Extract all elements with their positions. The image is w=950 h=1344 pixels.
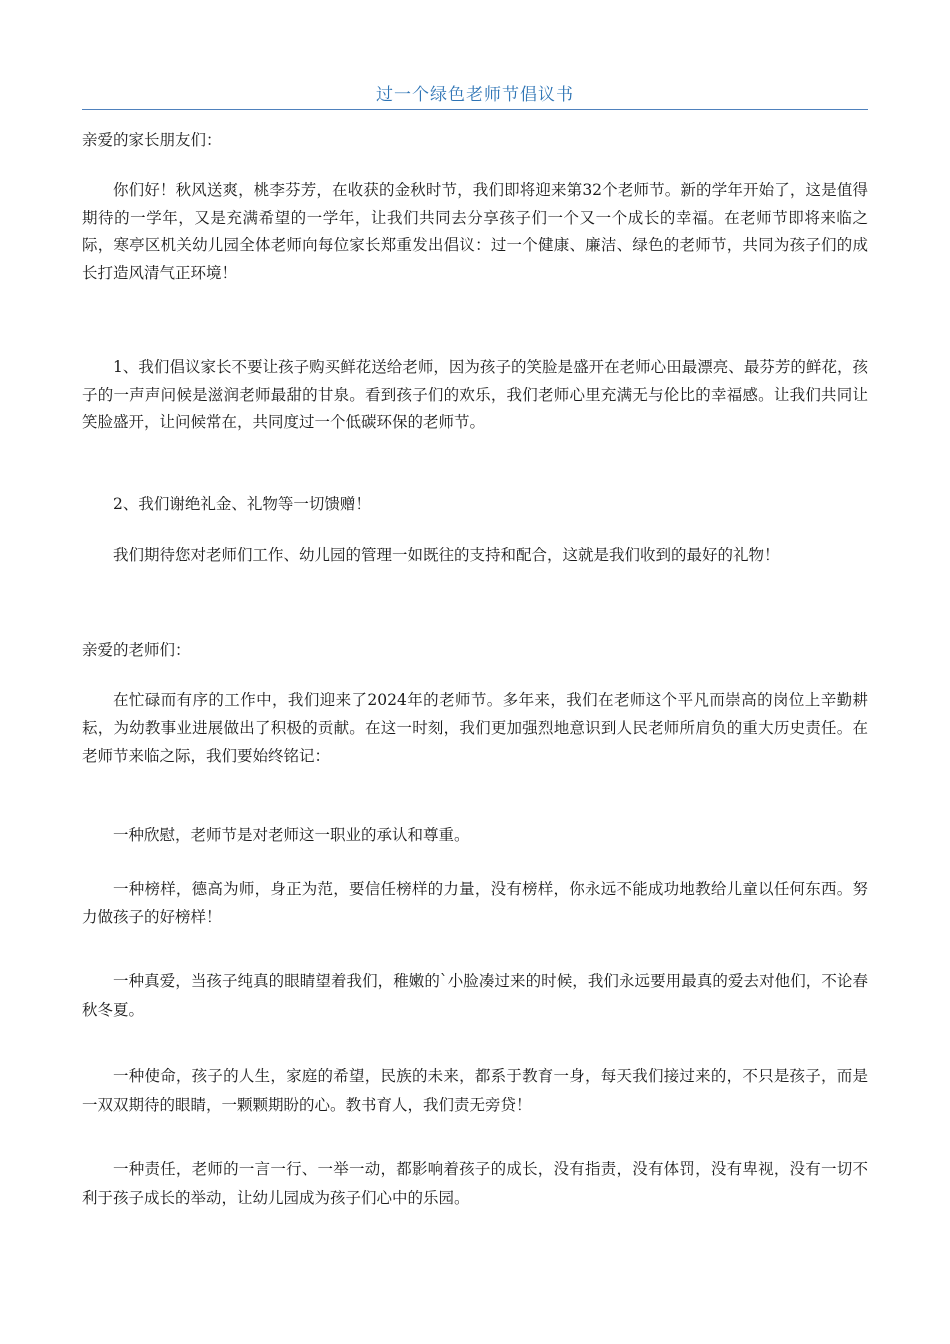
paragraph-9-block — [82, 1062, 868, 1119]
paragraph-2: 1、我们倡议家长不要让孩子购买鲜花送给老师，因为孩子的笑脸是盛开在老师心田最漂亮、最芬芳的鲜花，孩子的一声声问候是滋润老师最甜的甘泉。看到孩子们的欢乐，我们老师心里充满无与伦比的幸福感。让我们共同让笑脸盛开，让问候常在，共同度过一个低碳环保的老师节。 — [82, 358, 868, 431]
paragraph-3-block — [82, 491, 868, 519]
paragraph-8-block — [82, 967, 868, 1025]
paragraph-1: 你们好！秋风送爽，桃李芬芳，在收获的金秋时节，我们即将迎来第32个老师节。新的学年开始了，这是值得期待的一学年，又是充满希望的一学年，让我们共同去分享孩子们一个又一个成长的幸福。在老师节即将来临之际，寒亭区机关幼儿园全体老师向每位家长郑重发出倡议：过一个健康、廉洁、绿色的老师节，共同为孩子们的成长打造风清气正环境！ — [82, 181, 868, 282]
paragraph-10-block — [82, 1155, 868, 1212]
paragraph-7: 一种榜样，德高为师，身正为范，要信任榜样的力量，没有榜样，你永远不能成功地教给儿童以任何东西。努力做孩子的好榜样！ — [82, 880, 868, 926]
document-page — [82, 0, 868, 110]
paragraph-2-block — [82, 354, 868, 437]
greeting-parents: 亲爱的家长朋友们： — [82, 131, 222, 149]
paragraph-3: 2、我们谢绝礼金、礼物等一切馈赠！ — [113, 495, 371, 513]
greeting-teachers-block — [82, 638, 868, 662]
paragraph-7-block — [82, 875, 868, 931]
greeting-parents-block — [82, 128, 868, 152]
paragraph-6: 一种欣慰，老师节是对老师这一职业的承认和尊重。 — [113, 826, 470, 844]
document-title: 过一个绿色老师节倡议书 — [376, 85, 574, 105]
paragraph-5: 在忙碌而有序的工作中，我们迎来了2024年的老师节。多年来，我们在老师这个平凡而崇高的岗位上辛勤耕耘，为幼教事业进展做出了积极的贡献。在这一时刻，我们更加强烈地意识到人民老师所肩负的重大历史责任。在老师节来临之际，我们要始终铭记： — [82, 691, 868, 765]
paragraph-4: 我们期待您对老师们工作、幼儿园的管理一如既往的支持和配合，这就是我们收到的最好的礼物！ — [113, 546, 780, 564]
paragraph-8: 一种真爱，当孩子纯真的眼睛望着我们，稚嫩的`小脸凑过来的时候，我们永远要用最真的爱去对他们，不论春秋冬夏。 — [82, 972, 868, 1019]
paragraph-1-block — [82, 177, 868, 287]
greeting-teachers: 亲爱的老师们： — [82, 641, 191, 659]
paragraph-4-block — [82, 541, 868, 570]
paragraph-6-block — [82, 822, 868, 850]
paragraph-9: 一种使命，孩子的人生，家庭的希望，民族的未来，都系于教育一身，每天我们接过来的，不只是孩子，而是一双双期待的眼睛，一颗颗期盼的心。教书育人，我们责无旁贷！ — [82, 1067, 868, 1114]
title-divider — [82, 109, 868, 110]
paragraph-5-block — [82, 686, 868, 770]
paragraph-10: 一种责任，老师的一言一行、一举一动，都影响着孩子的成长，没有指责，没有体罚，没有卑视，没有一切不利于孩子成长的举动，让幼儿园成为孩子们心中的乐园。 — [82, 1160, 868, 1207]
